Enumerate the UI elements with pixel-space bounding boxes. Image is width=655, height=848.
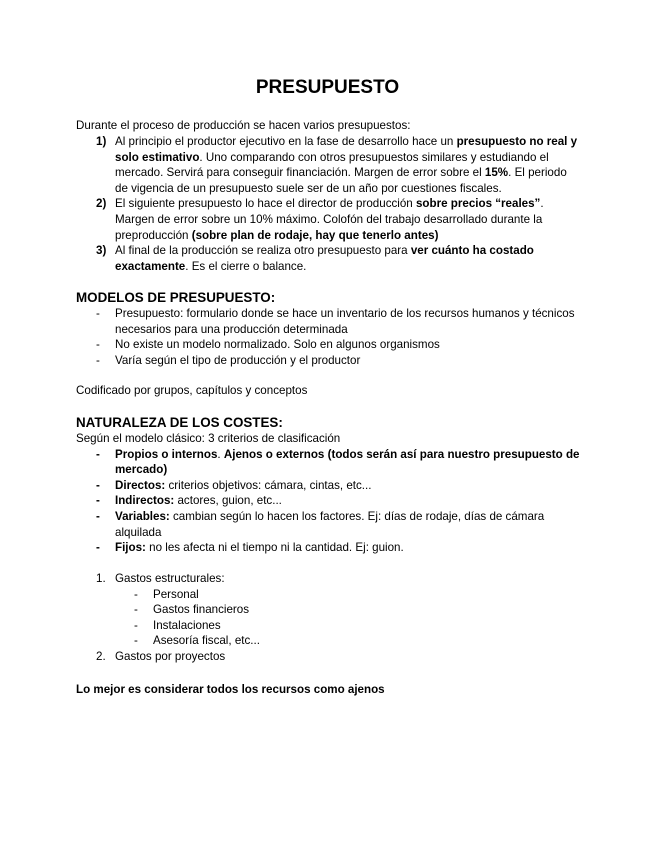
dash-bullet: -	[96, 447, 100, 461]
bullet-item	[76, 540, 581, 556]
bullet-item	[76, 478, 581, 494]
text-run-bold: presupuesto no real y solo estimativo	[115, 135, 578, 164]
bullet-text	[115, 540, 581, 556]
bullet-text	[115, 478, 581, 494]
dash-bullet: -	[96, 494, 100, 508]
text-run: . Uno comparando con otros presupuestos similares y estudiando el mercado. Servirá para conseguir financiación. Margen de error sobre el	[115, 150, 549, 180]
gastos-list	[76, 571, 581, 665]
text-run-bold: Ajenos o externos (todos serán así para nuestro presupuesto de mercado)	[115, 447, 580, 477]
intro-text: Durante el proceso de producción se hacen varios presupuestos:	[76, 119, 411, 132]
section-heading: MODELOS DE PRESUPUESTO:	[76, 290, 276, 305]
list-marker: 2.	[96, 649, 106, 663]
sub-bullet-text: Gastos financieros	[153, 603, 250, 617]
dash-bullet: -	[96, 353, 100, 367]
list-marker: 2)	[96, 197, 107, 211]
dash-bullet: -	[96, 307, 100, 320]
dash-bullet: -	[134, 603, 138, 617]
text-run-bold: Indirectos:	[115, 494, 175, 508]
text-run: Al principio el productor ejecutivo en la fase de desarrollo hace un	[115, 135, 457, 148]
bullet-item	[76, 306, 581, 337]
numbered-item-2	[76, 196, 581, 243]
text-run-bold: Propios o internos	[115, 447, 218, 461]
text-run: . Es el cierre o balance.	[185, 259, 307, 273]
dash-bullet: -	[96, 509, 100, 523]
text-run: Al final de la producción se realiza otro presupuesto para	[115, 244, 411, 258]
numbered-item-1	[76, 134, 581, 196]
text-run: criterios objetivos: cámara, cintas, etc...	[165, 478, 372, 492]
text-run-bold: Directos:	[115, 478, 166, 492]
gastos-item-2	[76, 649, 581, 665]
page-title: PRESUPUESTO	[255, 77, 400, 98]
bullet-text	[115, 447, 581, 478]
sub-bullet-item	[76, 633, 581, 649]
dash-bullet: -	[134, 587, 138, 601]
sub-bullet-item	[76, 618, 581, 634]
sub-bullet-text: Asesoría fiscal, etc...	[153, 634, 260, 648]
text-run: actores, guion, etc...	[174, 494, 282, 508]
bullet-text: No existe un modelo normalizado. Solo en algunos organismos	[115, 338, 440, 352]
bullet-item	[76, 447, 581, 478]
modelos-section	[76, 290, 581, 368]
text-run-bold: Fijos:	[115, 541, 146, 555]
dash-bullet: -	[134, 618, 138, 632]
naturaleza-section	[76, 415, 581, 556]
list-marker: 1.	[96, 572, 106, 585]
sub-bullet-item	[76, 587, 581, 603]
dash-bullet: -	[134, 634, 138, 648]
modelos-note	[76, 383, 581, 399]
bullet-text	[115, 493, 581, 509]
list-marker: 1)	[96, 135, 107, 148]
intro-paragraph	[76, 118, 581, 134]
numbered-list	[76, 134, 581, 274]
numbered-item-text	[115, 196, 581, 243]
text-run: cambian según lo hacen los factores. Ej: días de rodaje, días de cámara alquilada	[115, 509, 545, 539]
text-run-bold: ver cuánto ha costado exactamente	[115, 244, 534, 273]
sub-bullet-text: Personal	[153, 587, 199, 601]
text-run: . El periodo de vigencia de un presupuesto suele ser de un año por cuestiones fiscales.	[115, 166, 567, 195]
bullet-text: Presupuesto: formulario donde se hace un inventario de los recursos humanos y técnicos necesarios para una producción determinada	[115, 307, 575, 336]
list-marker: 3)	[96, 244, 107, 258]
text-run-bold: 15%	[484, 166, 509, 180]
gastos-label: Gastos estructurales:	[115, 572, 225, 585]
bullet-item	[76, 337, 581, 353]
text-run: . Margen de error sobre un 10% máximo. Colofón del trabajo desarrollado durante la preproducción	[115, 197, 544, 242]
bullet-item	[76, 509, 581, 540]
section-heading: NATURALEZA DE LOS COSTES:	[76, 415, 283, 430]
conclusion-text: Lo mejor es considerar todos los recursos como ajenos	[76, 683, 385, 696]
sub-bullet-text: Instalaciones	[153, 618, 221, 632]
text-run: El siguiente presupuesto lo hace el director de producción	[115, 197, 416, 211]
text-run: .	[217, 447, 224, 461]
dash-bullet: -	[96, 541, 100, 555]
numbered-item-3	[76, 243, 581, 274]
text-run-bold: (sobre plan de rodaje, hay que tenerlo antes)	[191, 228, 439, 242]
bullet-item	[76, 353, 581, 369]
section-intro: Según el modelo clásico: 3 criterios de clasificación	[76, 432, 341, 445]
text-run: no les afecta ni el tiempo ni la cantidad. Ej: guion.	[145, 541, 404, 555]
bullet-item	[76, 493, 581, 509]
bullet-text	[115, 509, 581, 540]
numbered-item-text	[115, 134, 581, 196]
text-run-bold: sobre precios “reales”	[415, 197, 541, 211]
conclusion-paragraph	[76, 682, 581, 698]
sub-bullet-item	[76, 602, 581, 618]
dash-bullet: -	[96, 478, 100, 492]
gastos-item-1	[76, 571, 581, 587]
numbered-item-text	[115, 243, 581, 274]
bullet-text: Varía según el tipo de producción y el productor	[115, 353, 361, 367]
text-run-bold: Variables:	[115, 509, 170, 523]
dash-bullet: -	[96, 338, 100, 352]
note-text: Codificado por grupos, capítulos y conceptos	[76, 384, 308, 397]
gastos-label: Gastos por proyectos	[115, 649, 226, 663]
